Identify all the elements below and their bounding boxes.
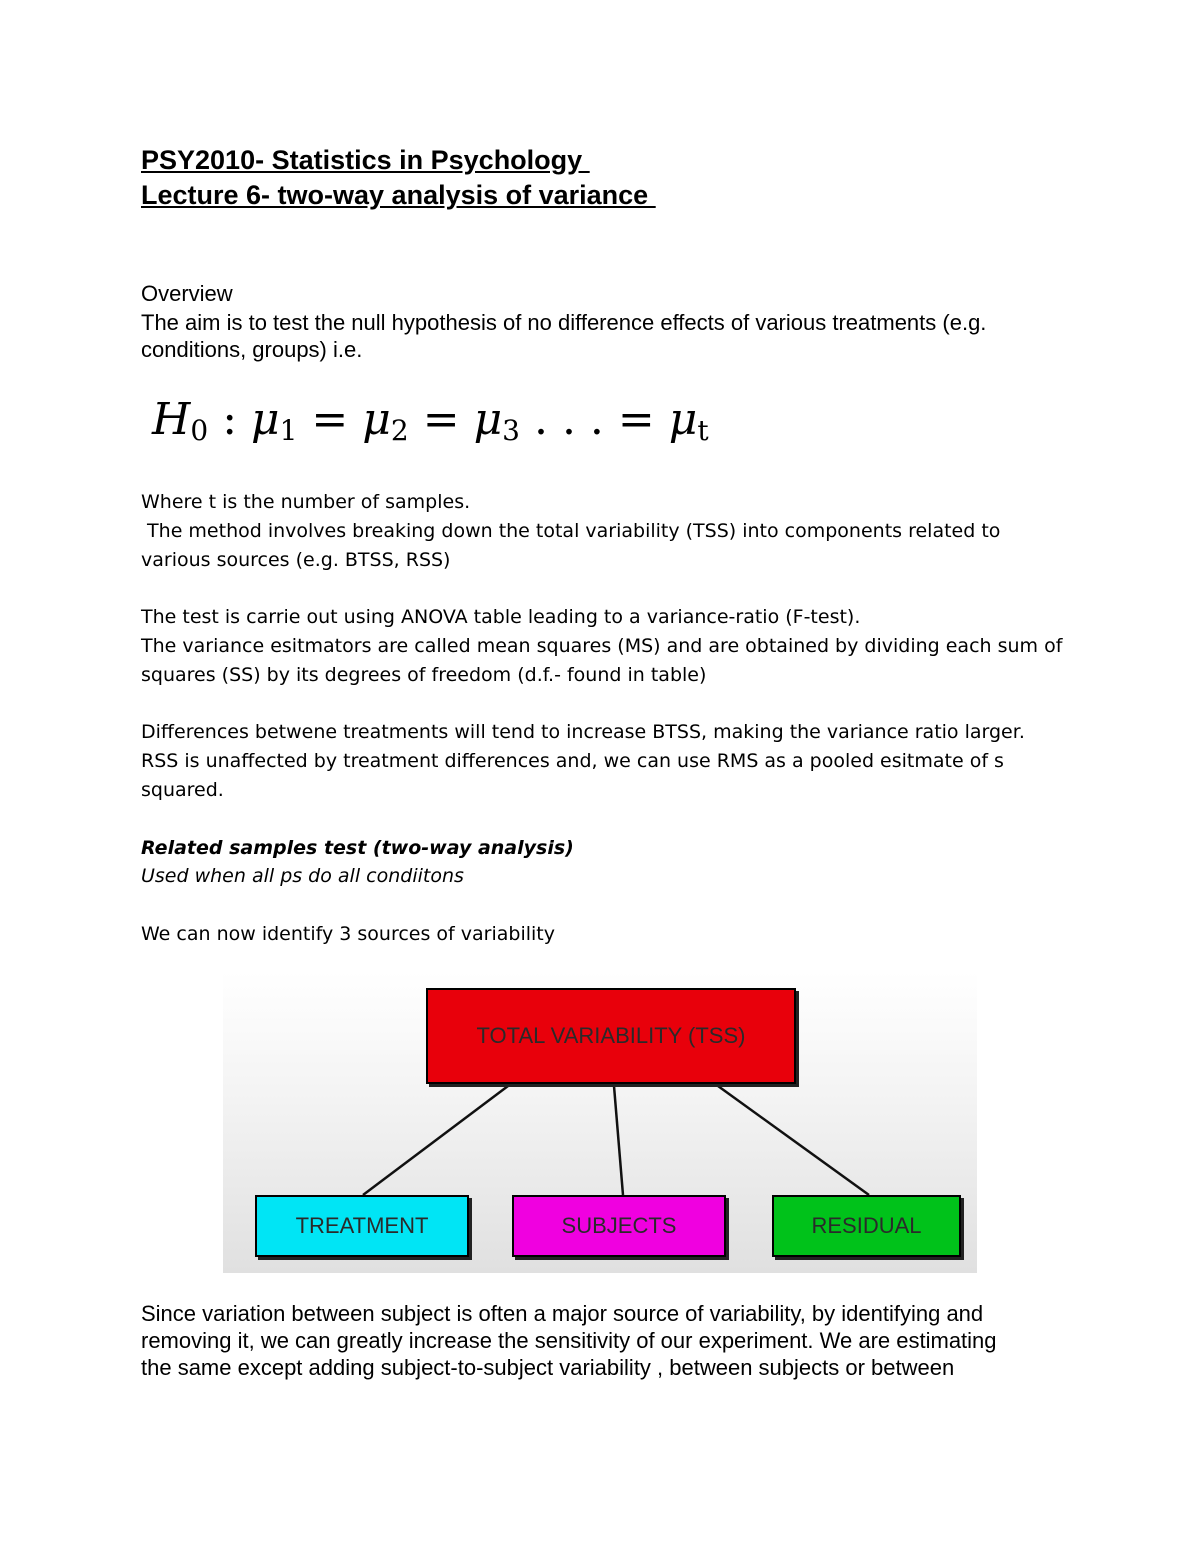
- connector-treatment: [363, 1086, 508, 1195]
- connector-residual: [718, 1086, 869, 1195]
- eq-h: H: [152, 394, 191, 445]
- sources-intro: We can now identify 3 sources of variability: [141, 923, 555, 945]
- document-title: PSY2010- Statistics in Psychology: [141, 145, 590, 175]
- lecture-title: Lecture 6- two-way analysis of variance: [141, 180, 656, 210]
- related-samples-heading: Related samples test (two-way analysis): [141, 837, 574, 859]
- eq-sub-1: 1: [279, 414, 298, 447]
- paragraph-rss-1: RSS is unaffected by treatment differences and, we can use RMS as a pooled esitmate of s: [141, 750, 1004, 772]
- total-variability-box: TOTAL VARIABILITY (TSS): [426, 988, 796, 1084]
- residual-box: RESIDUAL: [772, 1195, 961, 1257]
- eq-sub-t: t: [697, 414, 709, 447]
- eq-mu-t: μ: [668, 394, 698, 445]
- overview-heading: Overview: [141, 281, 233, 306]
- eq-equals-2: =: [408, 394, 474, 445]
- closing-line-2: removing it, we can greatly increase the sensitivity of our experiment. We are estimating: [141, 1328, 997, 1353]
- eq-h-sub: 0: [190, 414, 209, 447]
- variability-diagram: [223, 971, 977, 1273]
- eq-mu-3: μ: [473, 394, 503, 445]
- paragraph-method-1: The method involves breaking down the total variability (TSS) into components related to: [141, 520, 1001, 542]
- overview-line-2: conditions, groups) i.e.: [141, 337, 363, 362]
- eq-colon: :: [208, 394, 251, 445]
- closing-line-3: the same except adding subject-to-subject variability , between subjects or between: [141, 1355, 955, 1380]
- connector-subjects: [614, 1086, 623, 1195]
- null-hypothesis-equation: [152, 392, 709, 459]
- paragraph-samples: Where t is the number of samples.: [141, 491, 471, 513]
- eq-mu-2: μ: [362, 394, 391, 445]
- paragraph-differences: Differences betwene treatments will tend to increase BTSS, making the variance ratio larger.: [141, 721, 1025, 743]
- treatment-box: TREATMENT: [255, 1195, 469, 1257]
- eq-mu-1: μ: [251, 394, 280, 445]
- eq-dots: . . . =: [520, 394, 669, 445]
- eq-sub-3: 3: [502, 414, 520, 447]
- paragraph-anova: The test is carrie out using ANOVA table leading to a variance-ratio (F-test).: [141, 606, 861, 628]
- eq-sub-2: 2: [390, 414, 409, 447]
- closing-line-1: Since variation between subject is often a major source of variability, by identifying and: [141, 1301, 984, 1326]
- subjects-box: SUBJECTS: [512, 1195, 726, 1257]
- related-samples-subtext: Used when all ps do all condiitons: [141, 865, 464, 887]
- paragraph-ms-2: squares (SS) by its degrees of freedom (d.f.- found in table): [141, 664, 707, 686]
- eq-equals-1: =: [297, 394, 363, 445]
- overview-line-1: The aim is to test the null hypothesis of no difference effects of various treatments (e.g.: [141, 310, 987, 335]
- paragraph-ms-1: The variance esitmators are called mean squares (MS) and are obtained by dividing each sum of: [141, 635, 1063, 657]
- paragraph-method-2: various sources (e.g. BTSS, RSS): [141, 549, 451, 571]
- paragraph-rss-2: squared.: [141, 779, 224, 801]
